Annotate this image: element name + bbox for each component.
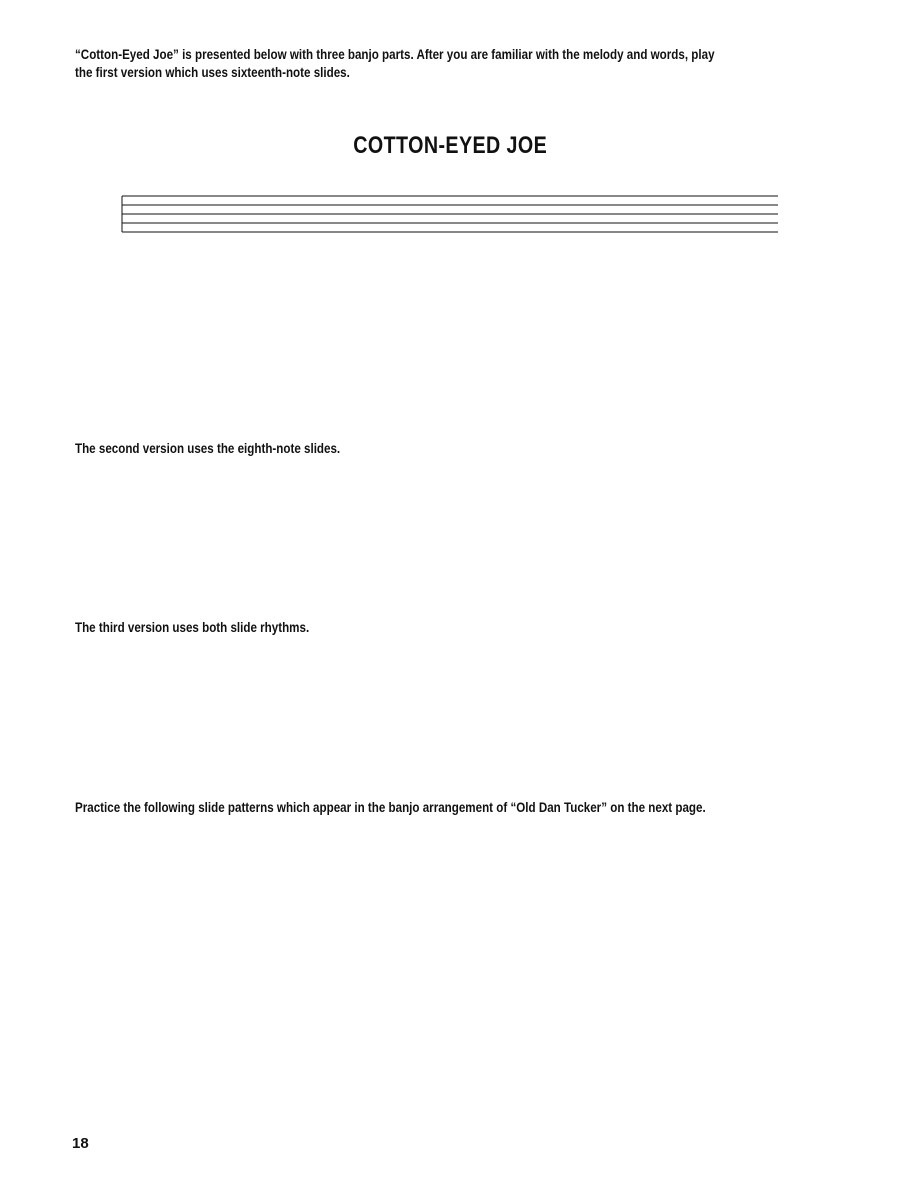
heading-practice: Practice the following slide patterns which appear in the banjo arrangement of “Old Dan Tucker” on the next page. [75, 800, 706, 815]
intro-text: “Cotton-Eyed Joe” is presented below with three banjo parts. After you are familiar with the melody and words, play the first version which uses sixteenth-note slides. [75, 47, 715, 80]
page-number: 18 [72, 1135, 89, 1152]
song-title-text: COTTON-EYED JOE [353, 132, 547, 159]
heading-version-2: The second version uses the eighth-note slides. [75, 441, 341, 456]
heading-version-3: The third version uses both slide rhythms. [75, 620, 310, 635]
